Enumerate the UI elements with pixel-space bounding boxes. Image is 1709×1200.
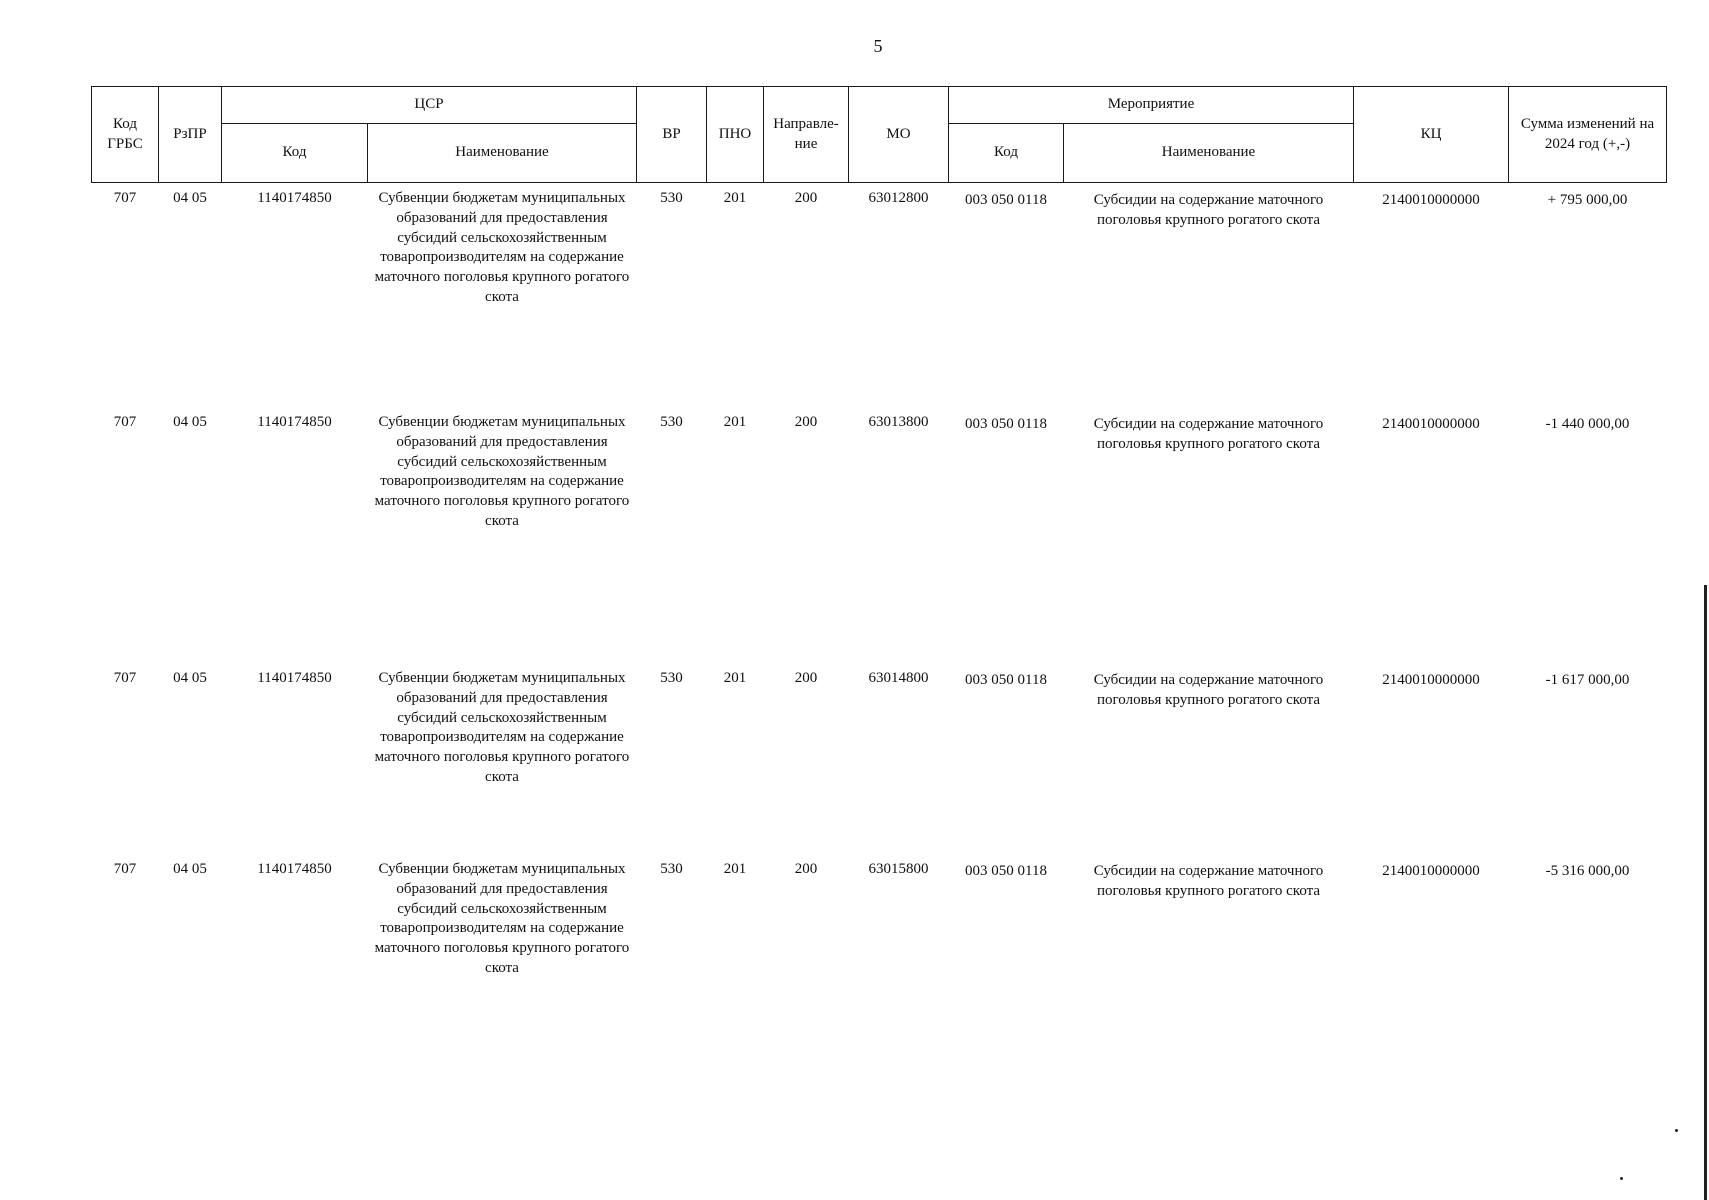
table-row [92, 407, 1667, 663]
cell-napravlenie: 200 [794, 414, 818, 430]
scan-speck [1620, 1177, 1623, 1180]
table-row [92, 854, 1667, 1012]
cell-event-name: Субсидии на содержание маточного поголовья крупного рогатого скота [1093, 416, 1324, 452]
header-rzpr: РзПР [159, 87, 222, 183]
cell-vr: 530 [660, 190, 683, 206]
cell-kc: 2140010000000 [1382, 192, 1480, 208]
cell-mo: 63012800 [868, 190, 929, 206]
header-napravlenie: Направле-ние [764, 87, 849, 183]
header-mo: МО [849, 87, 949, 183]
header-summa: Сумма изменений на 2024 год (+,-) [1509, 87, 1667, 183]
cell-grbs: 707 [113, 861, 137, 877]
cell-mo: 63014800 [868, 670, 929, 686]
budget-changes-table [91, 86, 1667, 1012]
cell-amount: -1 440 000,00 [1545, 416, 1630, 432]
cell-csr-code: 1140174850 [257, 861, 332, 877]
cell-csr-code: 1140174850 [257, 190, 332, 206]
scan-speck [1675, 1129, 1678, 1132]
cell-pno: 201 [723, 861, 747, 877]
header-meropriyatie: Мероприятие [949, 87, 1354, 124]
cell-kc: 2140010000000 [1382, 672, 1480, 688]
cell-event-name: Субсидии на содержание маточного поголовья крупного рогатого скота [1093, 672, 1324, 708]
cell-mo: 63013800 [868, 414, 929, 430]
cell-napravlenie: 200 [794, 190, 818, 206]
table-row [92, 183, 1667, 408]
cell-csr-name: Субвенции бюджетам муниципальных образований для предоставления субсидий сельскохозяйственным товаропроизводителям на содержание маточного поголовья крупного рогатого скота [374, 861, 630, 976]
cell-napravlenie: 200 [794, 670, 818, 686]
cell-amount: -1 617 000,00 [1545, 672, 1630, 688]
cell-event-code: 003 050 0118 [965, 863, 1047, 879]
cell-rzpr: 04 05 [173, 670, 207, 686]
cell-event-code: 003 050 0118 [965, 192, 1047, 208]
cell-rzpr: 04 05 [173, 190, 207, 206]
cell-rzpr: 04 05 [173, 861, 207, 877]
cell-grbs: 707 [113, 670, 137, 686]
cell-napravlenie: 200 [794, 861, 818, 877]
header-pno: ПНО [707, 87, 764, 183]
cell-pno: 201 [723, 670, 747, 686]
table-header [92, 87, 1667, 183]
cell-vr: 530 [660, 861, 683, 877]
table-row [92, 663, 1667, 854]
cell-mo: 63015800 [868, 861, 929, 877]
header-vr: ВР [637, 87, 707, 183]
cell-vr: 530 [660, 670, 683, 686]
cell-pno: 201 [723, 190, 747, 206]
page-number: 5 [873, 36, 883, 56]
header-mer-kod: Код [949, 124, 1064, 183]
cell-amount: + 795 000,00 [1547, 192, 1628, 208]
budget-table-container [91, 86, 1666, 1012]
cell-event-code: 003 050 0118 [965, 672, 1047, 688]
header-csr: ЦСР [222, 87, 637, 124]
cell-kc: 2140010000000 [1382, 416, 1480, 432]
cell-csr-code: 1140174850 [257, 414, 332, 430]
cell-csr-name: Субвенции бюджетам муниципальных образований для предоставления субсидий сельскохозяйственным товаропроизводителям на содержание маточного поголовья крупного рогатого скота [374, 670, 630, 785]
header-csr-name: Наименование [368, 124, 637, 183]
header-kod-grbs: Код ГРБС [92, 87, 159, 183]
cell-pno: 201 [723, 414, 747, 430]
cell-rzpr: 04 05 [173, 414, 207, 430]
cell-csr-name: Субвенции бюджетам муниципальных образований для предоставления субсидий сельскохозяйственным товаропроизводителям на содержание маточного поголовья крупного рогатого скота [374, 190, 630, 305]
cell-csr-code: 1140174850 [257, 670, 332, 686]
cell-event-name: Субсидии на содержание маточного поголовья крупного рогатого скота [1093, 192, 1324, 228]
cell-csr-name: Субвенции бюджетам муниципальных образований для предоставления субсидий сельскохозяйственным товаропроизводителям на содержание маточного поголовья крупного рогатого скота [374, 414, 630, 529]
cell-event-code: 003 050 0118 [965, 416, 1047, 432]
cell-vr: 530 [660, 414, 683, 430]
cell-kc: 2140010000000 [1382, 863, 1480, 879]
cell-grbs: 707 [113, 190, 137, 206]
cell-grbs: 707 [113, 414, 137, 430]
header-mer-name: Наименование [1064, 124, 1354, 183]
scan-edge-line [1704, 585, 1707, 1200]
header-kc: КЦ [1354, 87, 1509, 183]
table-body [92, 183, 1667, 1013]
cell-amount: -5 316 000,00 [1545, 863, 1630, 879]
header-csr-kod: Код [222, 124, 368, 183]
cell-event-name: Субсидии на содержание маточного поголовья крупного рогатого скота [1093, 863, 1324, 899]
